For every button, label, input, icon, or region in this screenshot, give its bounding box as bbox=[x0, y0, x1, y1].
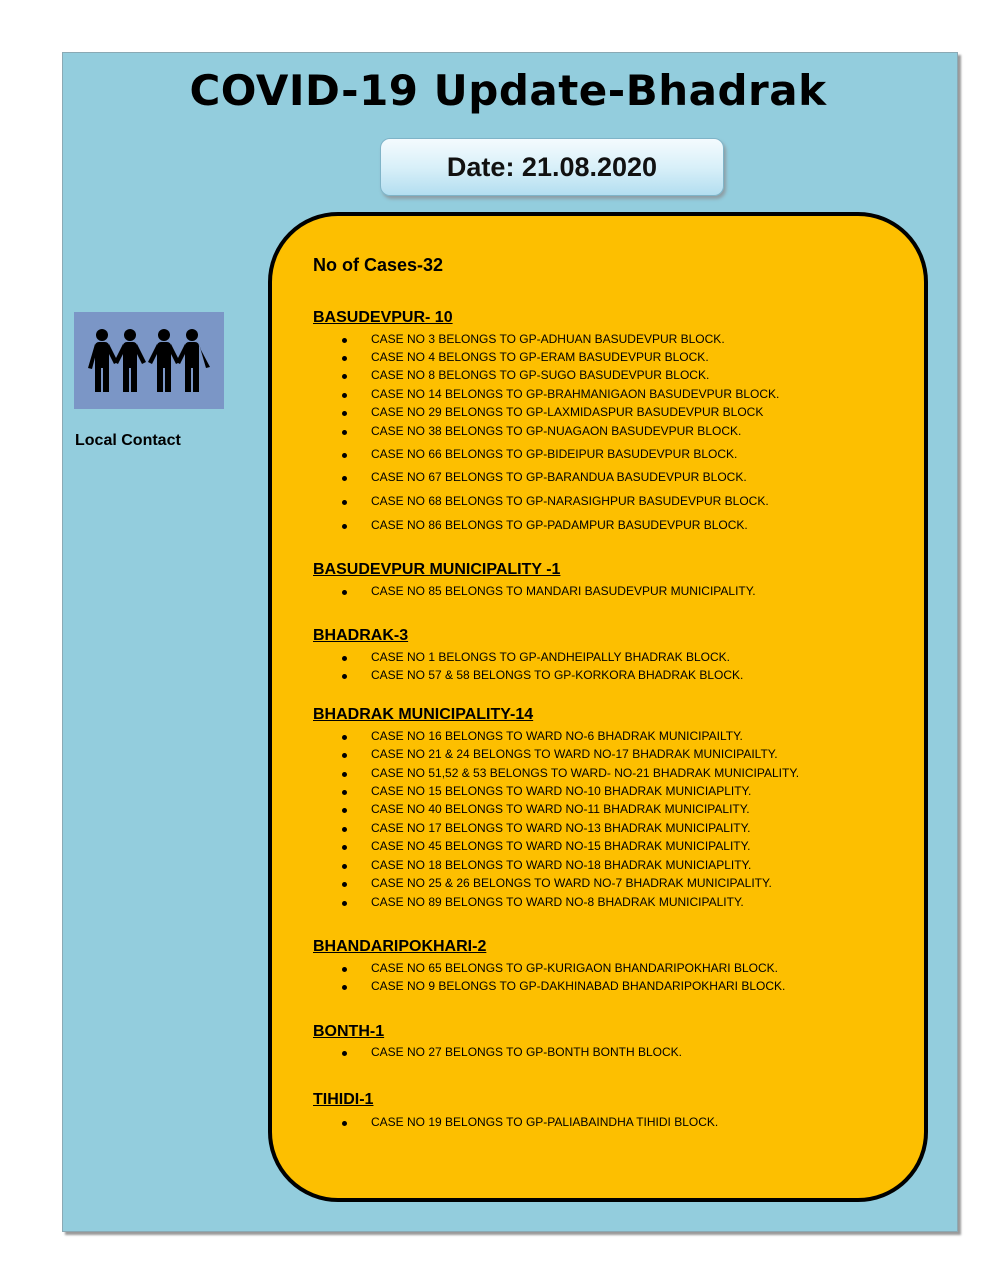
case-item: CASE NO 21 & 24 BELONGS TO WARD NO-17 BHADRAK MUNICIPAILTY. bbox=[371, 747, 778, 761]
bullet-icon bbox=[342, 524, 347, 529]
case-item: CASE NO 25 & 26 BELONGS TO WARD NO-7 BHADRAK MUNICIPALITY. bbox=[371, 876, 772, 890]
case-item: CASE NO 38 BELONGS TO GP-NUAGAON BASUDEVPUR BLOCK. bbox=[371, 424, 742, 438]
bullet-icon bbox=[342, 882, 347, 887]
bullet-icon bbox=[342, 356, 347, 361]
case-item: CASE NO 45 BELONGS TO WARD NO-15 BHADRAK MUNICIPALITY. bbox=[371, 839, 751, 853]
case-item: CASE NO 19 BELONGS TO GP-PALIABAINDHA TIHIDI BLOCK. bbox=[371, 1115, 719, 1129]
bullet-icon bbox=[342, 845, 347, 850]
bullet-icon bbox=[342, 500, 347, 505]
section-heading: BHANDARIPOKHARI-2 bbox=[313, 938, 487, 955]
case-item: CASE NO 68 BELONGS TO GP-NARASIGHPUR BASUDEVPUR BLOCK. bbox=[371, 494, 769, 508]
case-item: CASE NO 1 BELONGS TO GP-ANDHEIPALLY BHADRAK BLOCK. bbox=[371, 650, 731, 664]
case-item: CASE NO 16 BELONGS TO WARD NO-6 BHADRAK MUNICIPAILTY. bbox=[371, 729, 743, 743]
people-group-icon bbox=[74, 312, 224, 409]
case-item: CASE NO 27 BELONGS TO GP-BONTH BONTH BLOCK. bbox=[371, 1045, 682, 1059]
case-item: CASE NO 67 BELONGS TO GP-BARANDUA BASUDEVPUR BLOCK. bbox=[371, 470, 747, 484]
bullet-icon bbox=[342, 753, 347, 758]
case-item: CASE NO 89 BELONGS TO WARD NO-8 BHADRAK MUNICIPALITY. bbox=[371, 895, 744, 909]
section-heading: BASUDEVPUR- 10 bbox=[313, 309, 453, 326]
section-heading: BONTH-1 bbox=[313, 1023, 385, 1040]
bullet-icon bbox=[342, 393, 347, 398]
cases-count-title: No of Cases-32 bbox=[313, 255, 444, 275]
case-item: CASE NO 29 BELONGS TO GP-LAXMIDASPUR BASUDEVPUR BLOCK bbox=[371, 405, 764, 419]
page-title: COVID-19 Update-Bhadrak bbox=[189, 66, 827, 115]
case-item: CASE NO 66 BELONGS TO GP-BIDEIPUR BASUDEVPUR BLOCK. bbox=[371, 447, 738, 461]
bullet-icon bbox=[342, 772, 347, 777]
section-heading: TIHIDI-1 bbox=[313, 1091, 374, 1108]
case-item: CASE NO 9 BELONGS TO GP-DAKHINABAD BHANDARIPOKHARI BLOCK. bbox=[371, 979, 786, 993]
case-item: CASE NO 86 BELONGS TO GP-PADAMPUR BASUDEVPUR BLOCK. bbox=[371, 518, 748, 532]
bullet-icon bbox=[342, 1051, 347, 1056]
bullet-icon bbox=[342, 476, 347, 481]
bullet-icon bbox=[342, 374, 347, 379]
bullet-icon bbox=[342, 656, 347, 661]
case-item: CASE NO 17 BELONGS TO WARD NO-13 BHADRAK MUNICIPALITY. bbox=[371, 821, 751, 835]
bullet-icon bbox=[342, 338, 347, 343]
date-badge: Date: 21.08.2020 bbox=[380, 138, 724, 196]
bullet-icon bbox=[342, 590, 347, 595]
bullet-icon bbox=[342, 985, 347, 990]
bullet-icon bbox=[342, 808, 347, 813]
case-item: CASE NO 18 BELONGS TO WARD NO-18 BHADRAK MUNICIAPLITY. bbox=[371, 858, 752, 872]
bullet-icon bbox=[342, 827, 347, 832]
case-item: CASE NO 40 BELONGS TO WARD NO-11 BHADRAK MUNICIPALITY. bbox=[371, 802, 750, 816]
section-heading: BASUDEVPUR MUNICIPALITY -1 bbox=[313, 561, 561, 578]
case-item: CASE NO 4 BELONGS TO GP-ERAM BASUDEVPUR BLOCK. bbox=[371, 350, 709, 364]
case-item: CASE NO 57 & 58 BELONGS TO GP-KORKORA BHADRAK BLOCK. bbox=[371, 668, 744, 682]
bullet-icon bbox=[342, 1121, 347, 1126]
case-item: CASE NO 3 BELONGS TO GP-ADHUAN BASUDEVPUR BLOCK. bbox=[371, 332, 725, 346]
bullet-icon bbox=[342, 411, 347, 416]
bullet-icon bbox=[342, 674, 347, 679]
bullet-icon bbox=[342, 453, 347, 458]
local-contact-label: Local Contact bbox=[75, 432, 181, 449]
case-item: CASE NO 15 BELONGS TO WARD NO-10 BHADRAK MUNICIAPLITY. bbox=[371, 784, 752, 798]
bullet-icon bbox=[342, 901, 347, 906]
section-heading: BHADRAK MUNICIPALITY-14 bbox=[313, 706, 534, 723]
bullet-icon bbox=[342, 430, 347, 435]
case-item: CASE NO 14 BELONGS TO GP-BRAHMANIGAON BASUDEVPUR BLOCK. bbox=[371, 387, 780, 401]
case-item: CASE NO 65 BELONGS TO GP-KURIGAON BHANDARIPOKHARI BLOCK. bbox=[371, 961, 778, 975]
bullet-icon bbox=[342, 967, 347, 972]
case-item: CASE NO 85 BELONGS TO MANDARI BASUDEVPUR MUNICIPALITY. bbox=[371, 584, 756, 598]
case-item: CASE NO 8 BELONGS TO GP-SUGO BASUDEVPUR BLOCK. bbox=[371, 368, 710, 382]
case-item: CASE NO 51,52 & 53 BELONGS TO WARD- NO-21 BHADRAK MUNICIPALITY. bbox=[371, 766, 800, 780]
bullet-icon bbox=[342, 864, 347, 869]
bullet-icon bbox=[342, 790, 347, 795]
section-heading: BHADRAK-3 bbox=[313, 627, 409, 644]
bullet-icon bbox=[342, 735, 347, 740]
